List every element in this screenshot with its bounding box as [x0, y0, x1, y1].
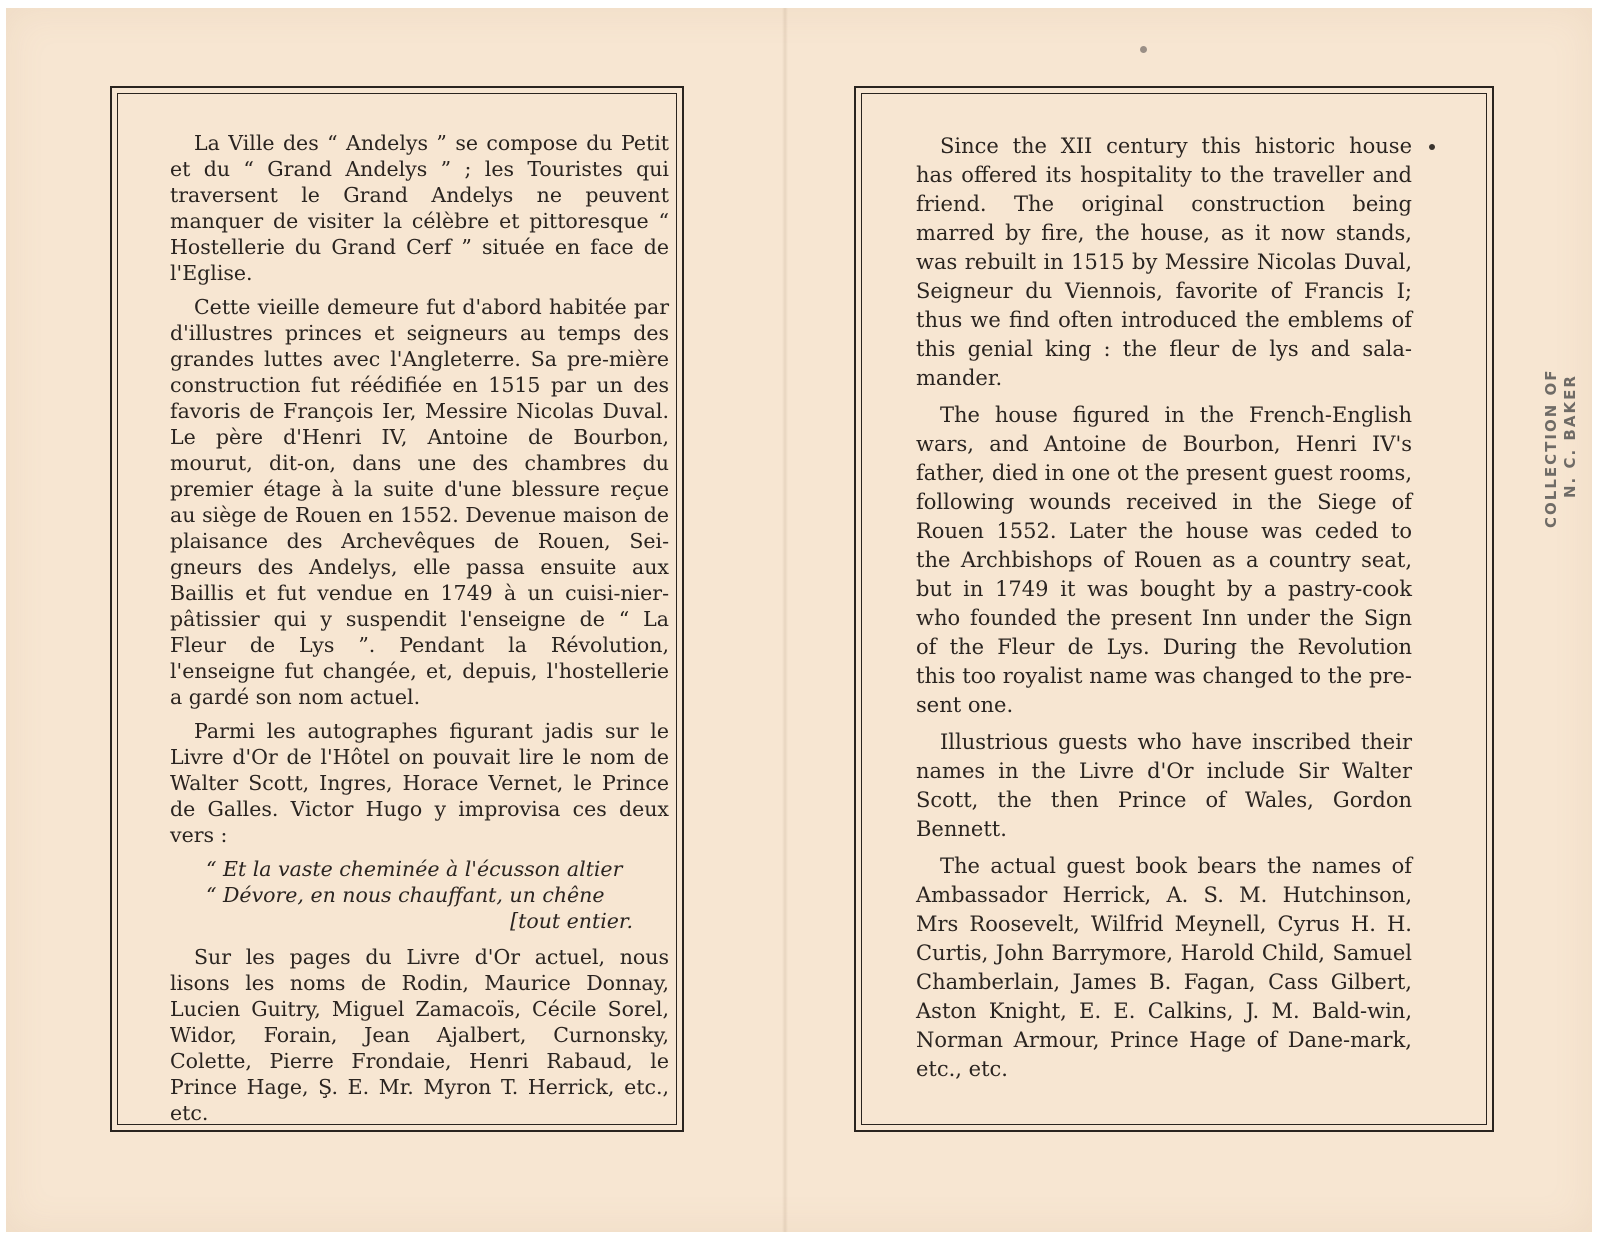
- right-paragraph-4: The actual guest book bears the names of Ambassador Herrick, A. S. M. Hutchinson, Mrs Roosevelt, Wilfrid Meynell, Cyrus H. H. Curtis, John Barrymore, Harold Child, Samuel Chamberlain, James B. Fagan, Cass Gilbert, Aston Knight, E. E. Calkins, J. M. Bald-win, Norman Armour, Prince Hage of Dane-mark, etc., etc.: [916, 854, 1412, 1081]
- left-paragraph-3: Parmi les autographes figurant jadis sur le Livre d'Or de l'Hôtel on pouvait lire le nom de Walter Scott, Ingres, Horace Vernet, le Prince de Galles. Victor Hugo y improvisa ces deux vers :: [170, 719, 669, 847]
- verse-line-1: “ Et la vaste cheminée à l'écusson altier: [206, 857, 623, 881]
- verse-line-2: “ Dévore, en nous chauffant, un chêne: [206, 883, 605, 907]
- right-page-text: [916, 132, 1412, 1092]
- right-paragraph-2: The house figured in the French-English wars, and Antoine de Bourbon, Henri IV's father, died in one ot the present guest rooms, following wounds received in the Siege of Rouen 1552. Later the house was ceded to the Archbishops of Rouen as a country seat, but in 1749 it was bought by a pastry-cook who founded the present Inn under the Sign of the Fleur de Lys. During the Revolution this too royalist name was changed to the pre-sent one.: [916, 403, 1412, 717]
- paper-spot: [1140, 46, 1147, 53]
- folded-card: [6, 8, 1592, 1232]
- victor-hugo-verse: [170, 856, 669, 934]
- collection-stamp: [1542, 369, 1580, 528]
- left-page-frame: [110, 86, 684, 1132]
- center-fold: [782, 8, 788, 1232]
- left-paragraph-closing: Sur les pages du Livre d'Or actuel, nous lisons les noms de Rodin, Maurice Donnay, Lucien Guitry, Miguel Zamacoïs, Cécile Sorel, Widor, Forain, Jean Ajalbert, Curnonsky, Colette, Pierre Frondaie, Henri Rabaud, le Prince Hage, Ş. E. Mr. Myron T. Herrick, etc., etc.: [170, 945, 669, 1125]
- right-paragraph-3: Illustrious guests who have inscribed their names in the Livre d'Or include Sir Walter Scott, the then Prince of Wales, Gordon Bennett.: [916, 730, 1412, 841]
- left-paragraph-2: Cette vieille demeure fut d'abord habitée par d'illustres princes et seigneurs au temps des grandes luttes avec l'Angleterre. Sa pre-mière construction fut réédifiée en 1515 par un des favoris de François Ier, Messire Nicolas Duval. Le père d'Henri IV, Antoine de Bourbon, mourut, dit-on, dans une des chambres du premier étage à la suite d'une blessure reçue au siège de Rouen en 1552. Devenue maison de plaisance des Archevêques de Rouen, Sei-gneurs des Andelys, elle passa ensuite aux Baillis et fut vendue en 1749 à un cuisi-nier-pâtissier qui y suspendit l'enseigne de “ La Fleur de Lys ”. Pendant la Révolution, l'enseigne fut changée, et, depuis, l'hostellerie a gardé son nom actuel.: [170, 295, 669, 709]
- left-paragraph-1: La Ville des “ Andelys ” se compose du Petit et du “ Grand Andelys ” ; les Touristes qui traversent le Grand Andelys ne peuvent manquer de visiter la célèbre et pittoresque “ Hostellerie du Grand Cerf ” située en face de l'Eglise.: [170, 131, 669, 285]
- right-page-frame: [854, 86, 1494, 1132]
- left-page-text: [170, 130, 669, 1134]
- verse-line-3: [tout entier.: [510, 909, 633, 933]
- stamp-line-2: N. C. BAKER: [1561, 374, 1579, 498]
- stamp-line-1: COLLECTION OF: [1542, 368, 1560, 528]
- right-paragraph-1: Since the XII century this historic house has offered its hospitality to the traveller and friend. The original construction being marred by fire, the house, as it now stands, was rebuilt in 1515 by Messire Nicolas Duval, Seigneur du Viennois, favorite of Francis I; thus we find often introduced the emblems of this genial king : the fleur de lys and sala-mander.: [916, 134, 1412, 390]
